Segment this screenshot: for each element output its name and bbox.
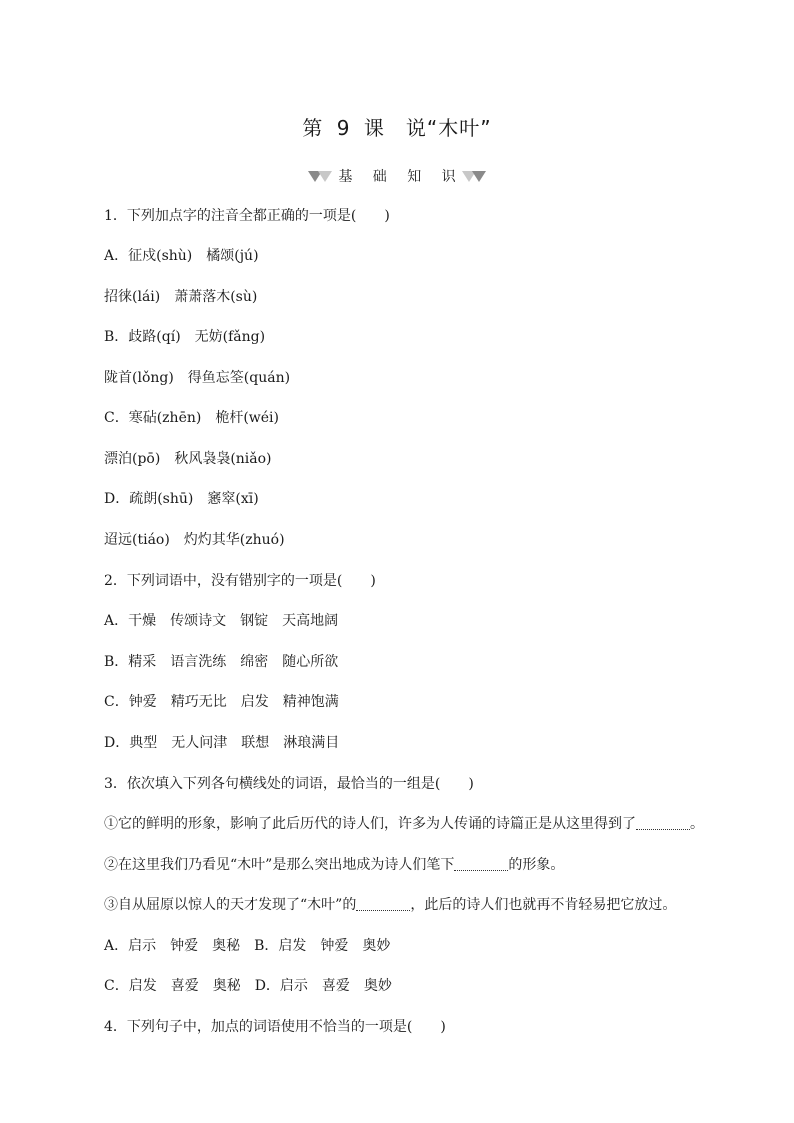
q1-option-a-line2: 招徕(lái) 萧萧落木(sù) (104, 289, 258, 305)
q3-sentence-1 (104, 815, 704, 833)
q2-option-a: A．干燥 传颂诗文 钢锭 天高地阔 (104, 613, 339, 629)
triangle-right-icon (466, 171, 486, 182)
q3-s2-end: 的形象。 (508, 857, 565, 873)
q3-sentence-2 (104, 856, 564, 874)
q1-option-a-line1: A．征戍(shù) 橘颂(jú) (104, 248, 259, 264)
q3-s3-text: ③自从屈原以惊人的天才发现了“木叶”的 (104, 897, 357, 913)
triangle-left-icon (308, 171, 332, 182)
q2-option-c: C．钟爱 精巧无比 启发 精神饱满 (104, 694, 339, 710)
q3-sentence-3 (104, 896, 676, 914)
section-heading (0, 166, 794, 186)
q2-option-d: D．典型 无人问津 联想 淋琅满目 (104, 735, 340, 751)
q3-s1-text: ①它的鲜明的形象，影响了此后历代的诗人们，许多为人传诵的诗篇正是从这里得到了 (104, 816, 636, 832)
section-label: 基 础 知 识 (338, 169, 464, 185)
q1-option-b-line2: 陇首(lǒng) 得鱼忘筌(quán) (104, 370, 291, 386)
question-4: 4．下列句子中，加点的词语使用不恰当的一项是( ) (104, 1019, 446, 1035)
q3-s2-text: ②在这里我们乃看见“木叶”是那么突出地成为诗人们笔下 (104, 857, 455, 873)
question-1: 1．下列加点字的注音全都正确的一项是( ) (104, 208, 390, 224)
q1-option-d-line2: 迢远(tiáo) 灼灼其华(zhuó) (104, 532, 285, 548)
fill-blank (356, 896, 410, 911)
q2-option-b: B．精采 语言洗练 绵密 随心所欲 (104, 654, 339, 670)
q1-option-c-line2: 漂泊(pō) 秋风袅袅(niǎo) (104, 451, 272, 467)
lesson-title: 第 9 课 说“木叶” (302, 116, 492, 140)
q3-options-ab: A．启示 钟爱 奥秘 B．启发 钟爱 奥妙 (104, 938, 391, 954)
question-2: 2．下列词语中，没有错别字的一项是( ) (104, 573, 376, 589)
question-3: 3．依次填入下列各句横线处的词语，最恰当的一组是( ) (104, 776, 474, 792)
q3-s1-end: 。 (690, 816, 704, 832)
q3-s3-end: ，此后的诗人们也就再不肯轻易把它放过。 (410, 897, 677, 913)
q1-option-c-line1: C．寒砧(zhēn) 桅杆(wéi) (104, 410, 279, 426)
q1-option-d-line1: D．疏朗(shū) 窸窣(xī) (104, 491, 259, 507)
q3-options-cd: C．启发 喜爱 奥秘 D．启示 喜爱 奥妙 (104, 978, 392, 994)
fill-blank (636, 815, 690, 830)
q1-option-b-line1: B．歧路(qí) 无妨(fǎng) (104, 329, 266, 345)
fill-blank (454, 856, 508, 871)
